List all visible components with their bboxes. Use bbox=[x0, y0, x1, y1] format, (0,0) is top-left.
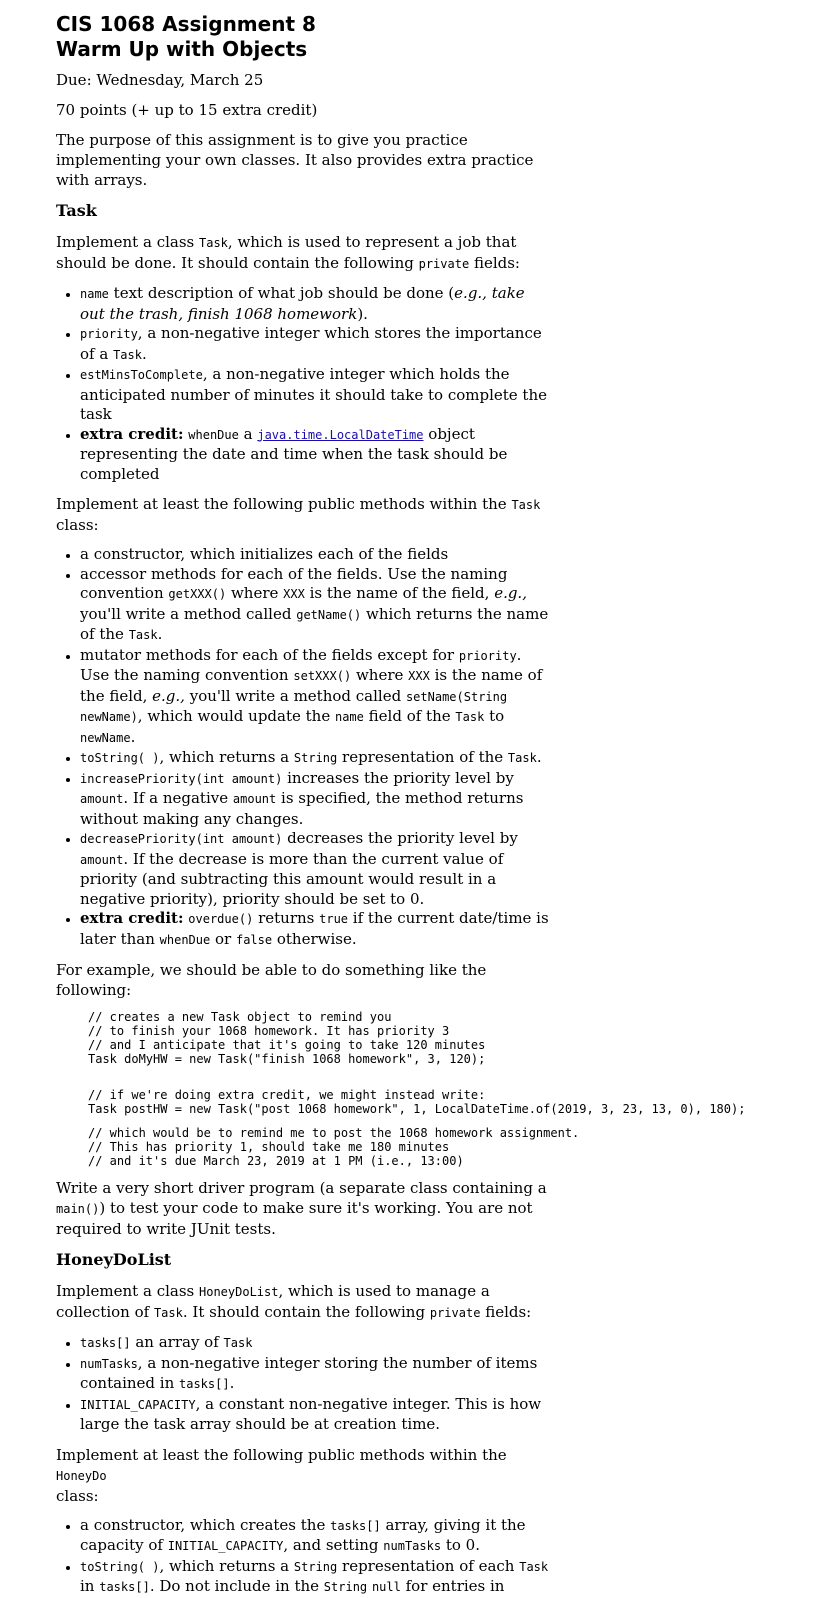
localdatetime-link[interactable]: java.time.LocalDateTime bbox=[257, 427, 424, 442]
honeydolist-intro: Implement a class HoneyDoList, which is used to manage a collection of Task. It should contain the following private fields: bbox=[56, 1282, 532, 1321]
honeydolist-methods-list bbox=[56, 1516, 551, 1598]
driver-paragraph: Write a very short driver program (a separate class containing a main()) to test your code to make sure it's working. You are not required to write JUnit tests. bbox=[56, 1179, 547, 1238]
list-item: • numTasks, a non-negative integer storing the number of items contained in tasks[]. bbox=[80, 1354, 551, 1395]
task-intro: Implement a class Task, which is used to represent a job that should be done. It should contain the following private fields: bbox=[56, 233, 520, 272]
example-intro: For example, we should be able to do something like the following: bbox=[56, 961, 487, 999]
task-methods-list bbox=[56, 545, 551, 950]
task-fields-list bbox=[56, 284, 551, 484]
list-item: • priority, a non-negative integer which stores the importance of a Task. bbox=[80, 324, 551, 365]
purpose-paragraph: The purpose of this assignment is to give you practice implementing your own classes. It also provides extra practice with arrays. bbox=[56, 131, 534, 189]
code-block-2: // if we're doing extra credit, we might instead write: Task postHW = new Task("post 1068 homework", 1, LocalDateTime.of(2019, 3, 23, 13, 0), 180); bbox=[88, 1088, 746, 1116]
list-item: • estMinsToComplete, a non-negative integer which holds the anticipated number of minutes it should take to complete the task bbox=[80, 365, 551, 425]
task-methods-intro: Implement at least the following public methods within the Task class: bbox=[56, 495, 541, 534]
list-item: • toString( ), which returns a String representation of each Task in tasks[]. Do not include in the String null for entries in bbox=[80, 1557, 551, 1598]
list-item: • mutator methods for each of the fields except for priority. Use the naming convention setXXX() where XXX is the name of the field, e.g., you'll write a method called setName(String newName), which would update the name field of the Task to newName. bbox=[80, 646, 551, 749]
list-item: • extra credit: whenDue a java.time.LocalDateTime object representing the date and time when the task should be completed bbox=[80, 425, 551, 485]
due-date: Due: Wednesday, March 25 bbox=[56, 71, 264, 89]
code-block-1: // creates a new Task object to remind you // to finish your 1068 homework. It has priority 3 // and I anticipate that it's going to take 120 minutes Task doMyHW = new Task("finish 1068 homework", 3, 120); bbox=[88, 1010, 486, 1066]
list-item: • extra credit: overdue() returns true if the current date/time is later than whenDue or false otherwise. bbox=[80, 909, 551, 950]
list-item: • accessor methods for each of the fields. Use the naming convention getXXX() where XXX is the name of the field, e.g., you'll write a method called getName() which returns the name of the Task. bbox=[80, 565, 551, 646]
honeydolist-heading: HoneyDoList bbox=[56, 1250, 172, 1269]
honeydolist-methods-intro: Implement at least the following public methods within the HoneyDo class: bbox=[56, 1445, 507, 1505]
list-item: • name text description of what job should be done (e.g., take out the trash, finish 1068 homework). bbox=[80, 284, 551, 324]
list-item: • a constructor, which creates the tasks[] array, giving it the capacity of INITIAL_CAPACITY, and setting numTasks to 0. bbox=[80, 1516, 551, 1557]
list-item: • increasePriority(int amount) increases the priority level by amount. If a negative amount is specified, the method returns without making any changes. bbox=[80, 769, 551, 830]
list-item: • INITIAL_CAPACITY, a constant non-negative integer. This is how large the task array should be at creation time. bbox=[80, 1395, 551, 1435]
task-heading: Task bbox=[56, 201, 97, 220]
points: 70 points (+ up to 15 extra credit) bbox=[56, 101, 318, 119]
list-item: • decreasePriority(int amount) decreases the priority level by amount. If the decrease is more than the current value of priority (and subtracting this amount would result in a negative priority), priority should be set to 0. bbox=[80, 829, 551, 909]
list-item: • a constructor, which initializes each of the fields bbox=[80, 545, 551, 565]
page-title bbox=[56, 12, 772, 62]
honeydolist-fields-list bbox=[56, 1333, 551, 1435]
code-block-3: // which would be to remind me to post the 1068 homework assignment. // This has priority 1, should take me 180 minutes // and it's due March 23, 2019 at 1 PM (i.e., 13:00) bbox=[88, 1126, 580, 1168]
list-item: • toString( ), which returns a String representation of the Task. bbox=[80, 748, 551, 769]
list-item: • tasks[] an array of Task bbox=[80, 1333, 551, 1354]
title-line-2: Warm Up with Objects bbox=[56, 37, 308, 61]
title-line-1: CIS 1068 Assignment 8 bbox=[56, 12, 316, 36]
